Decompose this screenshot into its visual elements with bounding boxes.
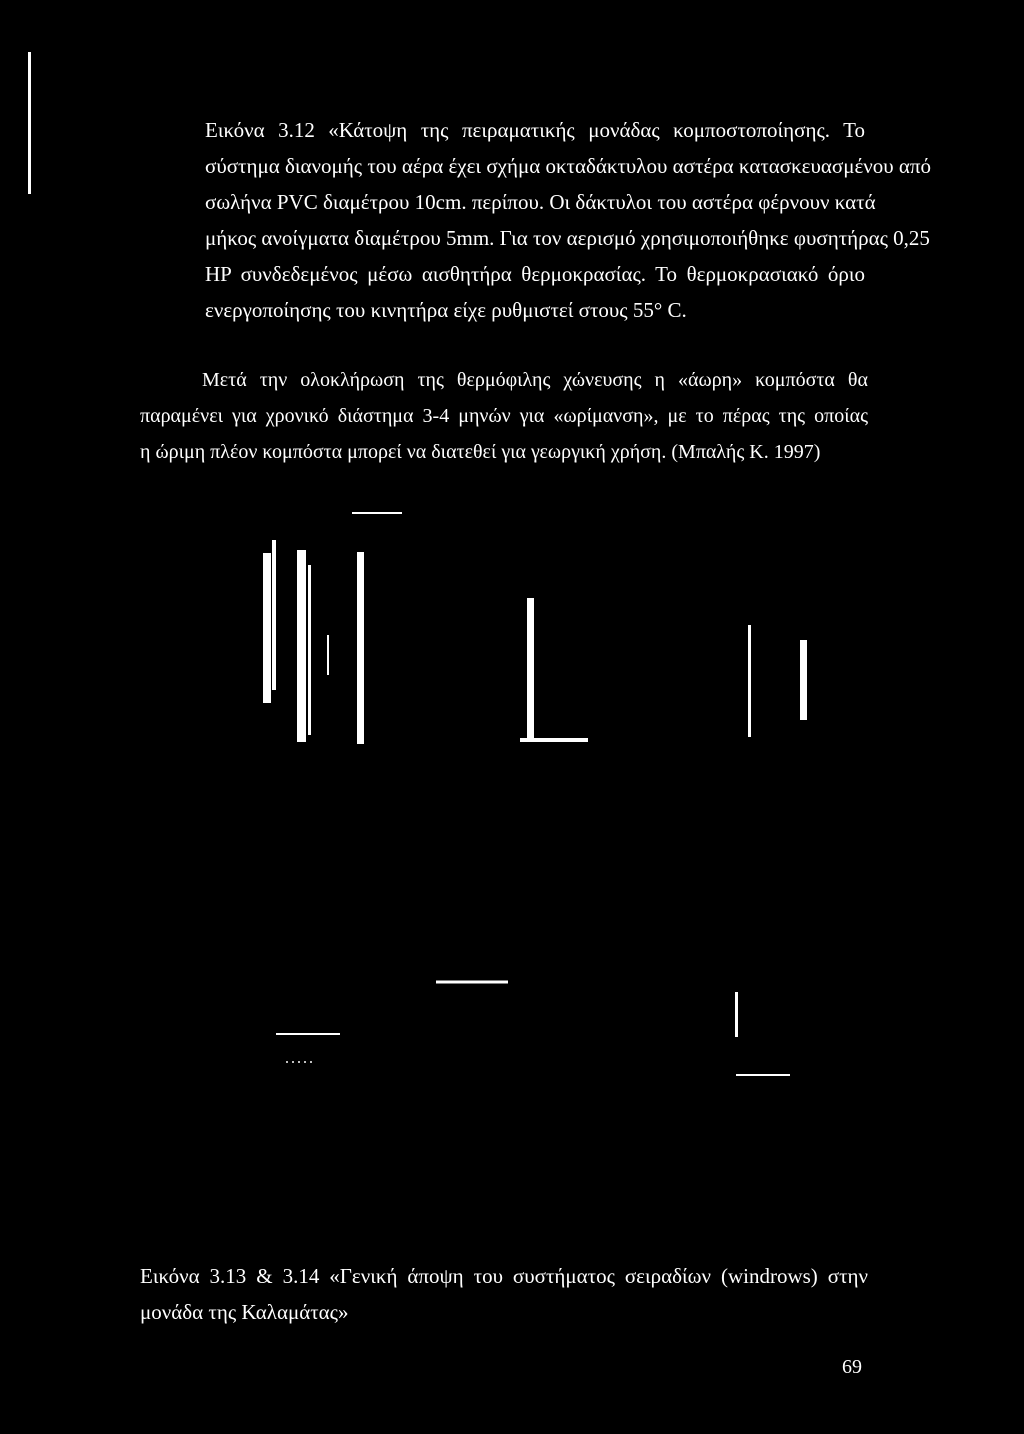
figure-bar (272, 540, 276, 690)
page-number: 69 (842, 1356, 862, 1378)
figure-caption-3-13 (140, 1258, 868, 1330)
figure-bar (327, 635, 329, 675)
figure-bar (308, 565, 311, 735)
caption-line: HP συνδεδεμένος μέσω αισθητήρα θερμοκρασίας. Το θερμοκρασιακό όριο (205, 262, 865, 286)
paragraph-line: η ώριμη πλέον κομπόστα μπορεί να διατεθεί για γεωργική χρήση. (Μπαλής Κ. 1997) (140, 441, 821, 463)
paragraph-line: Μετά την ολοκλήρωση της θερμόφιλης χώνευσης η «άωρη» κομπόστα θα (202, 369, 868, 391)
figure-bar (520, 738, 588, 742)
caption-line: μήκος ανοίγματα διαμέτρου 5mm. Για τον αερισμό χρησιμοποιήθηκε φυσητήρας 0,25 (205, 226, 930, 250)
figure-bar (735, 992, 738, 1037)
paragraph-line: παραμένει για χρονικό διάστημα 3-4 μηνών για «ωρίμανση», με το πέρας της οποίας (140, 405, 868, 427)
figure-bar (527, 598, 534, 740)
caption-line: Εικόνα 3.12 «Κάτοψη της πειραματικής μονάδας κομποστοποίησης. Το (205, 118, 865, 142)
caption-line: μονάδα της Καλαμάτας» (140, 1300, 349, 1324)
figure-bar (263, 553, 271, 703)
figure-bar (800, 640, 807, 720)
caption-line: ενεργοποίησης του κινητήρα είχε ρυθμιστεί στους 55° C. (205, 298, 687, 322)
figure-bar (357, 552, 364, 744)
figure-bar (748, 625, 751, 737)
figure-bar (297, 550, 306, 742)
caption-line: σωλήνα PVC διαμέτρου 10cm. περίπου. Οι δάκτυλοι του αστέρα φέρνουν κατά (205, 190, 876, 214)
caption-line: Εικόνα 3.13 & 3.14 «Γενική άποψη του συστήματος σειραδίων (windrows) στην (140, 1264, 868, 1288)
caption-line: σύστημα διανομής του αέρα έχει σχήμα οκταδάκτυλου αστέρα κατασκευασμένου από (205, 154, 932, 178)
